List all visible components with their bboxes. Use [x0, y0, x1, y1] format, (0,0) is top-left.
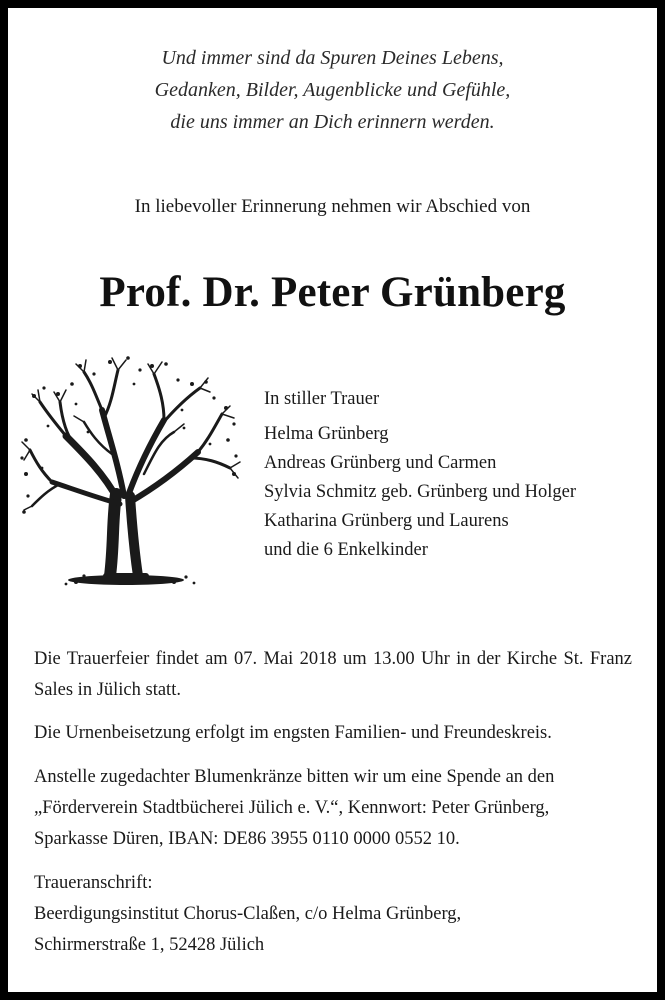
mourning-address [34, 868, 632, 961]
mourner-name: Sylvia Schmitz geb. Grünberg und Holger [264, 482, 577, 502]
mourners-lead: In stiller Trauer [264, 389, 380, 409]
address-label: Traueranschrift: [34, 873, 153, 893]
mourner-name: und die 6 Enkelkinder [264, 540, 428, 560]
address-line-2: Schirmerstraße 1, 52428 Jülich [34, 935, 265, 955]
address-line-1: Beerdigungsinstitut Chorus-Claßen, c/o Helma Grünberg, [34, 904, 462, 924]
donation-line-1: Anstelle zugedachter Blumenkränze bitten wir um eine Spende an den [34, 767, 555, 787]
mourner-name: Katharina Grünberg und Laurens [264, 511, 509, 531]
ceremony-text: Die Trauerfeier findet am 07. Mai 2018 um 13.00 Uhr in der Kirche St. Franz Sales in Jülich statt. [34, 649, 632, 700]
mourner-name: Andreas Grünberg und Carmen [264, 453, 497, 473]
donation-line-3: Sparkasse Düren, IBAN: DE86 3955 0110 0000 0552 10. [34, 829, 460, 849]
deceased-name: Prof. Dr. Peter Grünberg [99, 269, 566, 316]
poem [0, 42, 665, 138]
urn-burial-text: Die Urnenbeisetzung erfolgt im engsten Familien- und Freundeskreis. [34, 723, 552, 743]
donation-text [34, 762, 632, 855]
intro-text: In liebevoller Erinnerung nehmen wir Abschied von [134, 196, 531, 217]
mourner-name: Helma Grünberg [264, 424, 389, 444]
poem-line-3: die uns immer an Dich erinnern werden. [170, 111, 495, 133]
mourners-list [264, 385, 576, 565]
tree-illustration [14, 344, 244, 596]
poem-line-2: Gedanken, Bilder, Augenblicke und Gefühle, [154, 79, 511, 101]
donation-line-2: „Förderverein Stadtbücherei Jülich e. V.“, Kennwort: Peter Grünberg, [34, 798, 550, 818]
poem-line-1: Und immer sind da Spuren Deines Lebens, [161, 47, 504, 69]
